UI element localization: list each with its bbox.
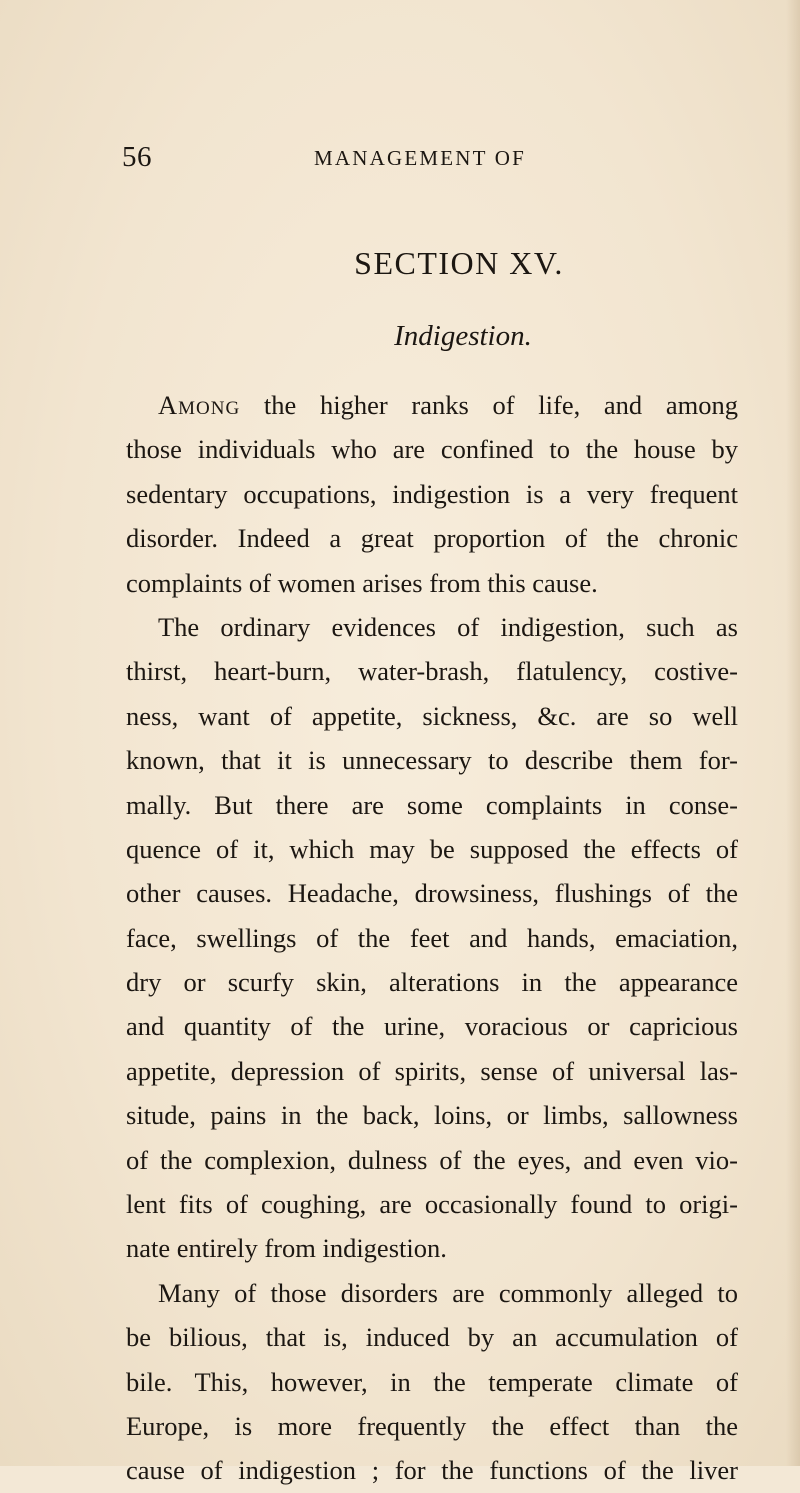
- text-line: bile. This, however, in the temperate climate of: [126, 1366, 738, 1397]
- text-line: dry or scurfy skin, alterations in the appearance: [126, 967, 738, 998]
- running-title: MANAGEMENT OF: [314, 146, 526, 170]
- text-line: The ordinary evidences of indigestion, such as: [158, 611, 738, 642]
- text-line: those individuals who are confined to the house by: [126, 434, 738, 465]
- text-line: [126, 383, 738, 427]
- page-number: 56: [122, 141, 152, 173]
- running-head: [122, 140, 722, 180]
- opening-word: Among: [158, 390, 241, 420]
- text-line: other causes. Headache, drowsiness, flushings of the: [126, 878, 738, 909]
- text-line: disorder. Indeed a great proportion of the chronic: [126, 523, 738, 554]
- text-line: appetite, depression of spirits, sense of universal las-: [126, 1055, 738, 1086]
- page-edge-shadow: [786, 0, 800, 1466]
- text-line: face, swellings of the feet and hands, emaciation,: [126, 922, 738, 953]
- section-heading: [0, 243, 800, 283]
- text-line: quence of it, which may be supposed the effects of: [126, 833, 738, 864]
- text-line: lent fits of coughing, are occasionally found to origi-: [126, 1189, 738, 1220]
- text-line: of the complexion, dulness of the eyes, and even vio-: [126, 1144, 738, 1175]
- text-line: cause of indigestion ; for the functions of the liver: [126, 1455, 738, 1486]
- text-line: thirst, heart-burn, water-brash, flatulency, costive-: [126, 656, 738, 687]
- section-title-text: Indigestion.: [394, 320, 532, 352]
- text-line: and quantity of the urine, voracious or capricious: [126, 1011, 738, 1042]
- body-text: [126, 383, 738, 1493]
- text-line: situde, pains in the back, loins, or limbs, sallowness: [126, 1100, 738, 1131]
- text-line: complaints of women arises from this cause.: [126, 567, 598, 598]
- section-title: [0, 318, 800, 354]
- text-line: be bilious, that is, induced by an accumulation of: [126, 1322, 738, 1353]
- section-number: SECTION XV.: [354, 245, 564, 281]
- text-line: nate entirely from indigestion.: [126, 1233, 447, 1264]
- text-line-content: the higher ranks of life, and among: [240, 390, 738, 420]
- text-line: Europe, is more frequently the effect than the: [126, 1410, 738, 1441]
- text-line: mally. But there are some complaints in conse-: [126, 789, 738, 820]
- text-line: sedentary occupations, indigestion is a very frequent: [126, 478, 738, 509]
- text-line: known, that it is unnecessary to describe them for-: [126, 745, 738, 776]
- text-line: ness, want of appetite, sickness, &c. are so well: [126, 700, 738, 731]
- text-line: Many of those disorders are commonly alleged to: [158, 1277, 738, 1308]
